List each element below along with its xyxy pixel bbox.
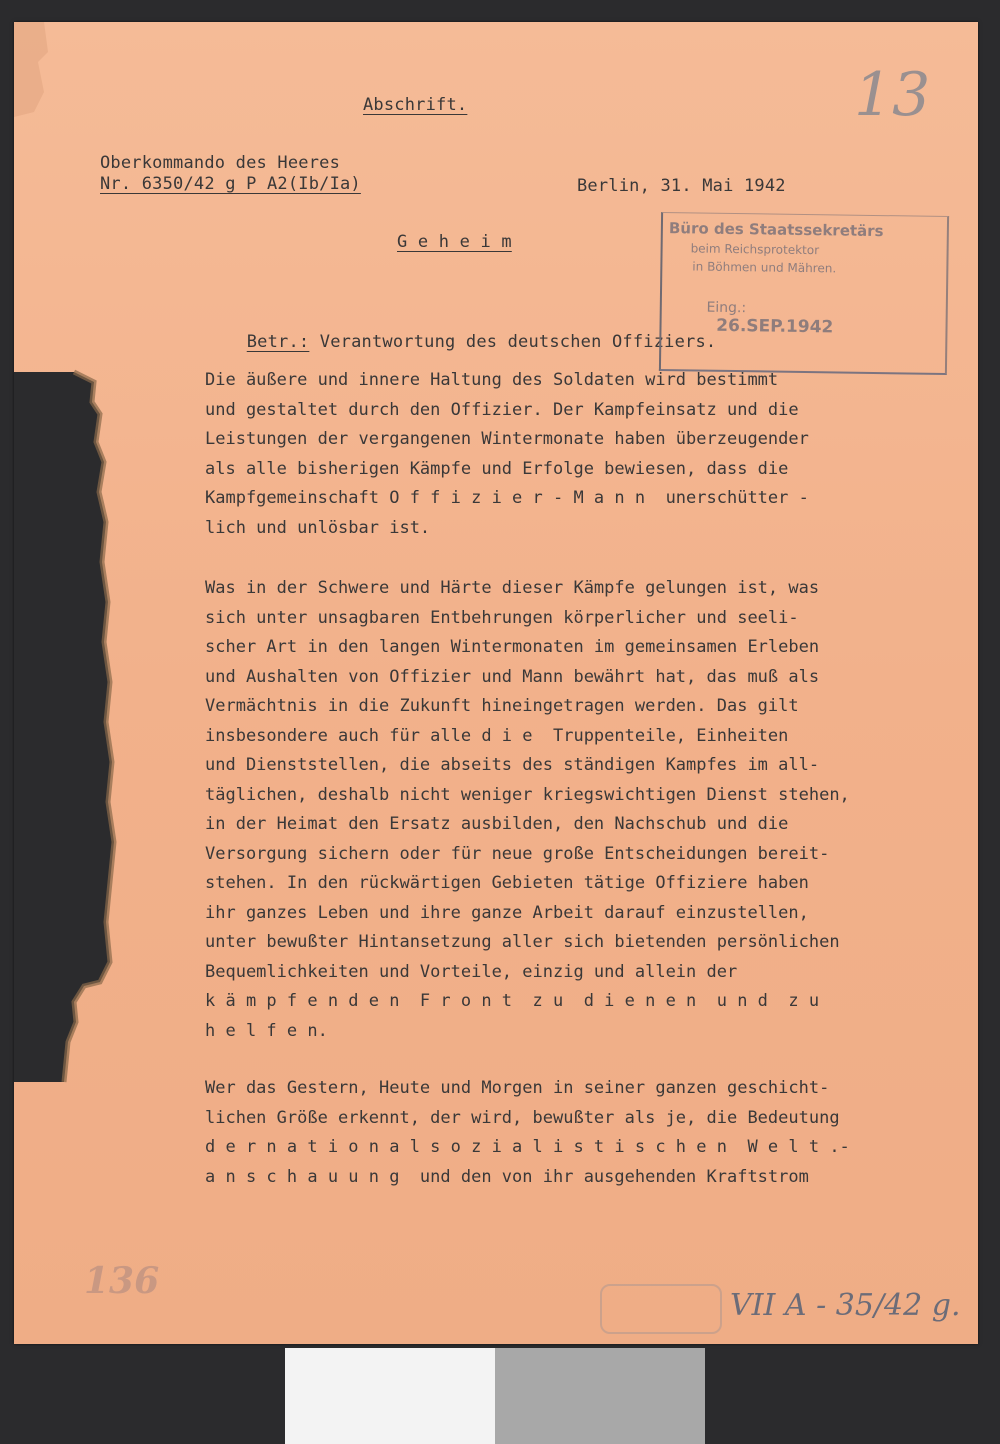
stamp-received-label: Eing.: bbox=[706, 299, 747, 317]
torn-edge bbox=[14, 22, 129, 1344]
paragraph-2-line: in der Heimat den Ersatz ausbilden, den Nachschub und die bbox=[205, 814, 789, 834]
paragraph-2-line: unter bewußter Hintansetzung aller sich bietenden persönlichen bbox=[205, 932, 840, 952]
paragraph-1-line: Die äußere und innere Haltung des Soldaten wird bestimmt bbox=[205, 370, 779, 390]
faded-stamp-mark bbox=[600, 1284, 722, 1334]
paragraph-2-line: Versorgung sichern oder für neue große Entscheidungen bereit- bbox=[205, 843, 830, 864]
paragraph-1-line: als alle bisherigen Kämpfe und Erfolge bewiesen, dass die bbox=[205, 458, 789, 479]
stamp-line-2: beim Reichsprotektor bbox=[690, 241, 820, 258]
paragraph-2-line: und Aushalten von Offizier und Mann bewährt hat, das muß als bbox=[205, 666, 820, 687]
stamp-received-date: 26.SEP.1942 bbox=[716, 315, 834, 338]
sender-line: Oberkommando des Heeres bbox=[100, 153, 341, 173]
paragraph-2-line: insbesondere auch für alle d i e Truppenteile, Einheiten bbox=[205, 725, 789, 746]
paragraph-3-line: a n s c h a u u n g und den von ihr ausgehenden Kraftstrom bbox=[205, 1166, 809, 1187]
paragraph-3-line: Wer das Gestern, Heute und Morgen in seiner ganzen geschicht- bbox=[205, 1078, 830, 1098]
stamp-line-3: in Böhmen und Mähren. bbox=[692, 259, 837, 276]
paragraph-2-line: und Dienststellen, die abseits des ständigen Kampfes im all- bbox=[205, 755, 820, 775]
receipt-stamp bbox=[659, 212, 949, 375]
paragraph-2-line: sich unter unsagbaren Entbehrungen körperlicher und seeli- bbox=[205, 607, 799, 628]
paragraph-2-line: Vermächtnis in die Zukunft hineingetragen werden. Das gilt bbox=[205, 696, 799, 716]
archive-number: 136 bbox=[84, 1260, 160, 1302]
paragraph-1-line: Leistungen der vergangenen Wintermonate haben überzeugender bbox=[205, 429, 809, 449]
paragraph-1-line: und gestaltet durch den Offizier. Der Kampfeinsatz und die bbox=[205, 399, 799, 420]
paragraph-1-line: lich und unlösbar ist. bbox=[205, 517, 431, 538]
paragraph-2-line: Was in der Schwere und Härte dieser Kämpfe gelungen ist, was bbox=[205, 578, 820, 598]
place-date: Berlin, 31. Mai 1942 bbox=[577, 176, 786, 196]
paragraph-1-line: Kampfgemeinschaft O f f i z i e r - M a n n unerschütter - bbox=[205, 488, 809, 508]
paragraph-2-line: h e l f e n. bbox=[205, 1020, 328, 1041]
paragraph-3-line: lichen Größe erkennt, der wird, bewußter als je, die Bedeutung bbox=[205, 1107, 840, 1128]
color-bar-gray bbox=[495, 1348, 705, 1444]
paragraph-3-line: d e r n a t i o n a l s o z i a l i s t i s c h e n W e l t .- bbox=[205, 1137, 850, 1157]
subject-label: Betr.: bbox=[246, 332, 310, 352]
paragraph-2-line: scher Art in den langen Wintermonaten im gemeinsamen Erleben bbox=[205, 637, 820, 657]
file-reference: VII A - 35/42 g. bbox=[730, 1288, 961, 1323]
paragraph-2-line: Bequemlichkeiten und Vorteile, einzig und allein der bbox=[205, 961, 738, 982]
classification: G e h e i m bbox=[397, 232, 512, 252]
reference-number: Nr. 6350/42 g P A2(Ib/Ia) bbox=[100, 174, 361, 194]
color-bar-white bbox=[285, 1348, 495, 1444]
document-title: Abschrift. bbox=[363, 95, 468, 115]
document-page bbox=[14, 22, 978, 1344]
stamp-line-4 bbox=[679, 283, 834, 353]
paragraph-2-line: stehen. In den rückwärtigen Gebieten tätige Offiziere haben bbox=[205, 873, 809, 893]
paragraph-2-line: ihr ganzes Leben und ihre ganze Arbeit darauf einzustellen, bbox=[205, 902, 809, 923]
subject-text: Verantwortung des deutschen Offiziers. bbox=[309, 332, 717, 352]
subject-line bbox=[205, 312, 716, 372]
page-number: 13 bbox=[854, 60, 931, 130]
paragraph-2-line: täglichen, deshalb nicht weniger kriegswichtigen Dienst stehen, bbox=[205, 784, 850, 805]
paragraph-2-line: k ä m p f e n d e n F r o n t z u d i e n e n u n d z u bbox=[205, 991, 820, 1011]
stamp-line-1: Büro des Staatssekretärs bbox=[668, 219, 884, 241]
